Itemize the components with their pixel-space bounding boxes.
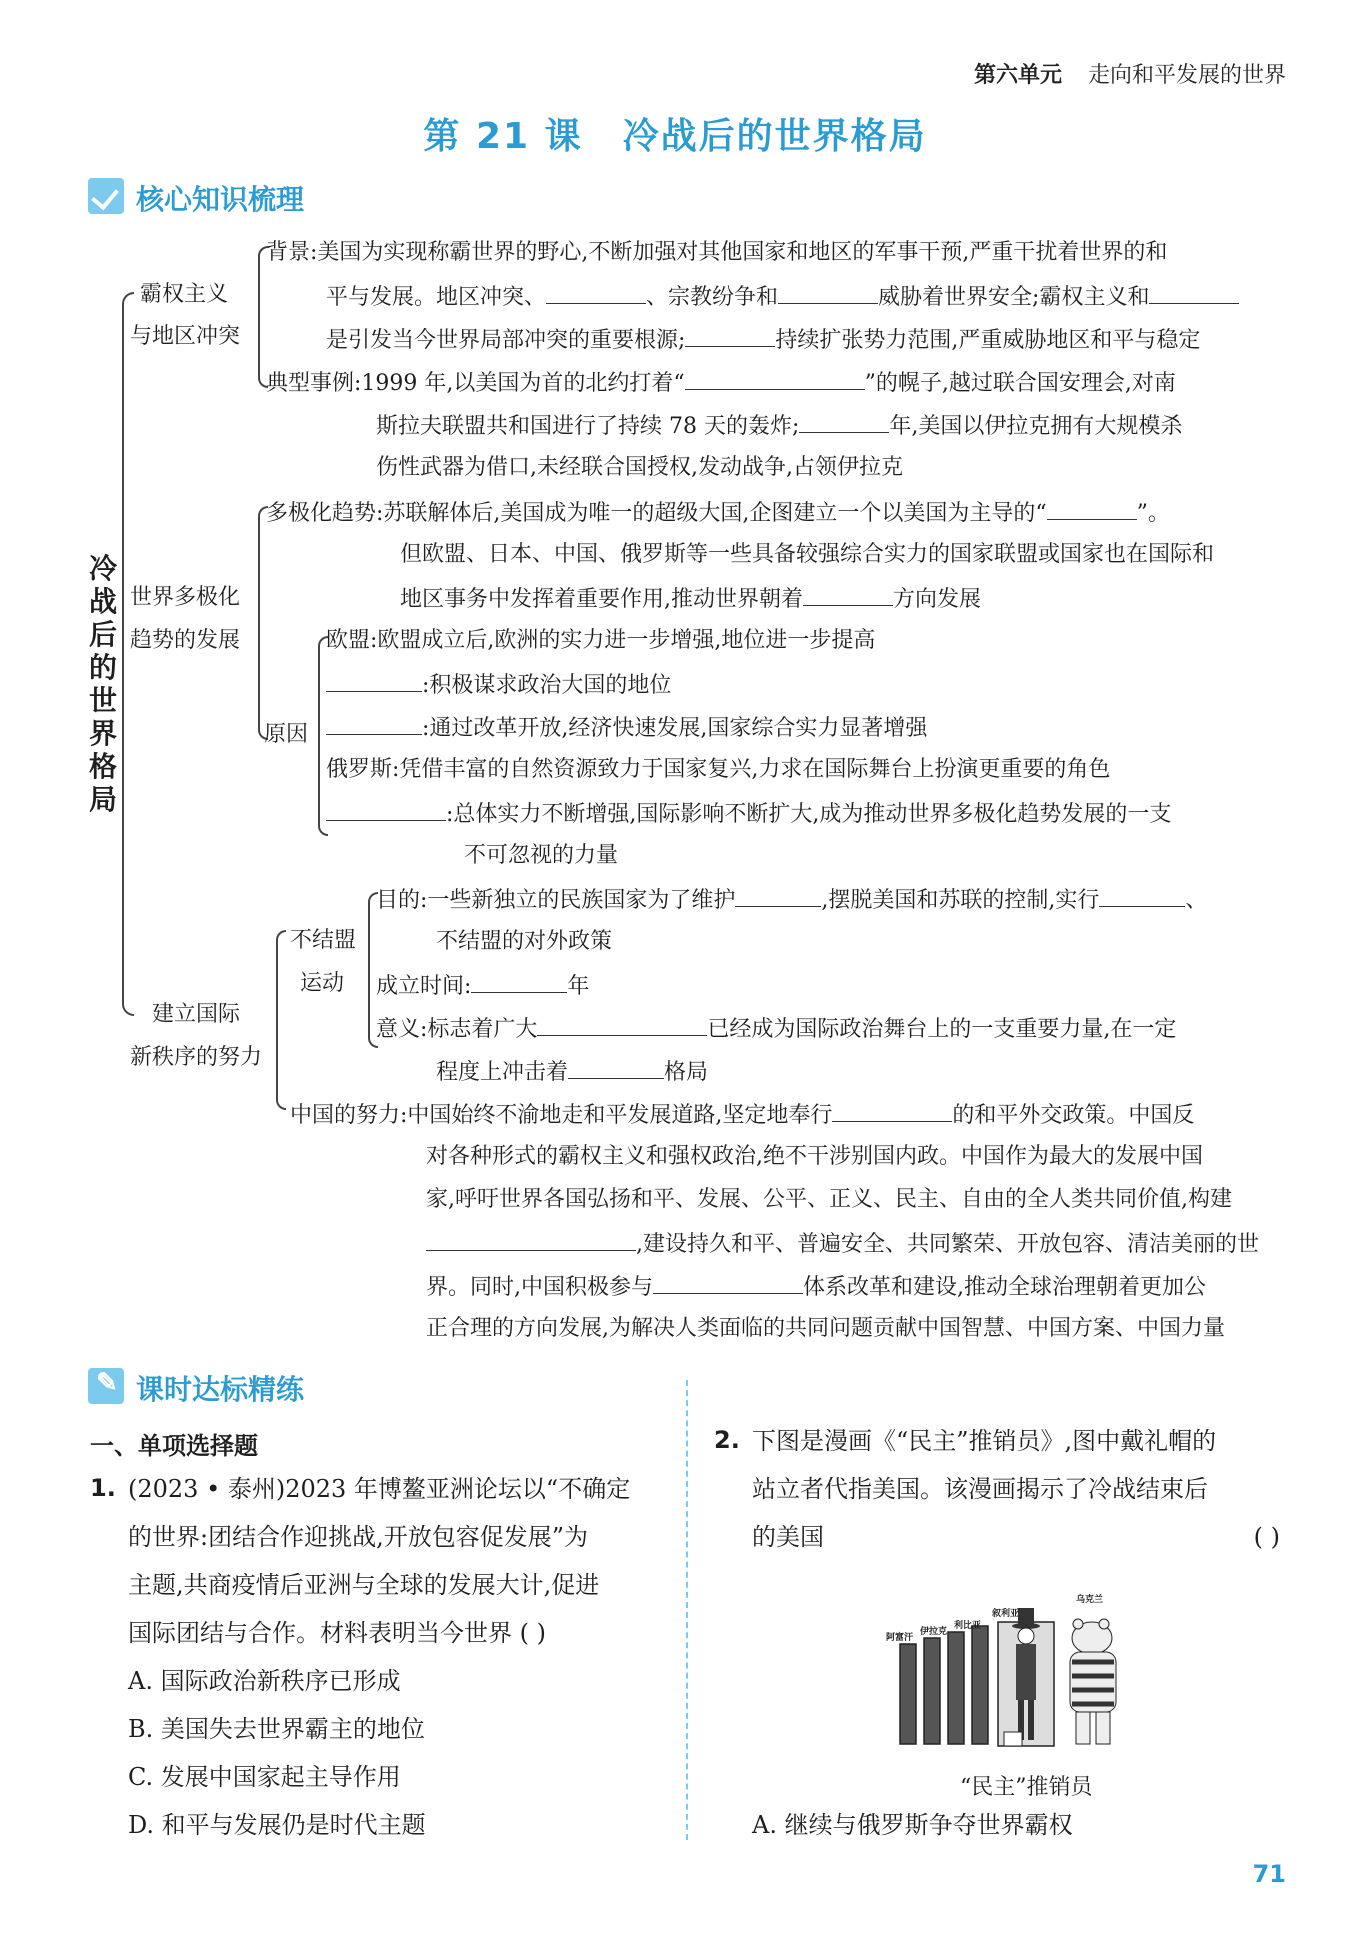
running-header (974, 58, 1286, 89)
b1-bg-line2: 平与发展。地区冲突、 、宗教纷争和 威胁着世界安全;霸权主义和 (326, 281, 1239, 313)
q1-line-4: 国际团结与合作。材料表明当今世界 ( ) (128, 1619, 546, 1647)
lesson-title (0, 108, 1350, 159)
label-iraq: 伊拉克 (920, 1627, 948, 1637)
b1-ev-line3: 伤性武器为借口,未经联合国授权,发动战争,占领伊拉克 (376, 455, 903, 480)
nam-purpose-2: 不结盟的对外政策 (436, 929, 613, 954)
q1-option-c[interactable]: C. 发展中国家起主导作用 (128, 1763, 401, 1791)
reason-blank-1: :积极谋求政治大国的地位 (326, 669, 671, 701)
nam-purpose-1: 目的:一些新独立的民族国家为了维护 ,摆脱美国和苏联的控制,实行 、 (376, 884, 1207, 916)
cartoon-image (880, 1582, 1150, 1762)
b1-ev-line2: 斯拉夫联盟共和国进行了持续 78 天的轰炸; 年,美国以伊拉克拥有大规模杀 (376, 410, 1182, 442)
china-line-5: 界。同时,中国积极参与 体系改革和建设,推动全球治理朝着更加公 (426, 1271, 1206, 1303)
q2-line-2: 站立者代指美国。该漫画揭示了冷战结束后 (752, 1475, 1208, 1503)
b1-bg-line3: 是引发当今世界局部冲突的重要根源; 持续扩张势力范围,严重威胁地区和平与稳定 (326, 324, 1200, 356)
q1-option-a[interactable]: A. 国际政治新秩序已形成 (128, 1667, 401, 1695)
nam-significance-2: 程度上冲击着 格局 (436, 1056, 708, 1088)
page-number: 71 (1252, 1860, 1286, 1888)
label-ukraine: 乌克兰 (1076, 1595, 1104, 1605)
exercise-heading: 一、单项选择题 (90, 1432, 258, 1460)
q1-option-b[interactable]: B. 美国失去世界霸主的地位 (128, 1715, 425, 1743)
b2-brace (258, 506, 268, 740)
nam-label-1: 不结盟 (290, 928, 357, 953)
cartoon-caption: “民主”推销员 (960, 1775, 1093, 1800)
reason-eu: 欧盟:欧盟成立后,欧洲的实力进一步增强,地位进一步提高 (326, 628, 876, 653)
reason-line-6: 不可忽视的力量 (464, 843, 619, 868)
china-line-6: 正合理的方向发展,为解决人类面临的共同问题贡献中国智慧、中国方案、中国力量 (426, 1316, 1225, 1341)
b2-trend-line1: 多极化趋势:苏联解体后,美国成为唯一的超级大国,企图建立一个以美国为主导的“ ”。 (266, 497, 1170, 529)
china-line-1: 中国的努力:中国始终不渝地走和平发展道路,坚定地奉行 的和平外交政策。中国反 (290, 1099, 1194, 1131)
lesson-number: 第 21 课 (423, 116, 583, 157)
q2-answer-paren[interactable]: ( ) (1253, 1523, 1280, 1551)
q1-line-2: 的世界:团结合作迎挑战,开放包容促发展”为 (128, 1523, 588, 1551)
lesson-name: 冷战后的世界格局 (622, 116, 927, 157)
b2-label-1: 世界多极化 (130, 585, 241, 610)
b2-trend-line3: 地区事务中发挥着重要作用,推动世界朝着 方向发展 (400, 583, 981, 615)
b2-trend-line2: 但欧盟、日本、中国、俄罗斯等一些具备较强综合实力的国家联盟或国家也在国际和 (400, 542, 1215, 567)
section-knowledge: 核心知识梳理 (136, 183, 305, 216)
label-afghanistan: 阿富汗 (886, 1633, 914, 1643)
q1-option-d[interactable]: D. 和平与发展仍是时代主题 (128, 1811, 426, 1839)
reason-blank-3: :总体实力不断增强,国际影响不断扩大,成为推动世界多极化趋势发展的一支 (326, 798, 1171, 830)
q2-number: 2. (714, 1426, 740, 1454)
china-line-3: 家,呼吁世界各国弘扬和平、发展、公平、正义、民主、自由的全人类共同价值,构建 (426, 1187, 1232, 1212)
nam-time: 成立时间: 年 (376, 970, 589, 1002)
q1-line-3: 主题,共商疫情后亚洲与全球的发展大计,促进 (128, 1571, 600, 1599)
column-divider (686, 1380, 688, 1840)
nam-label-2: 运动 (300, 971, 345, 996)
b2-reason-label: 原因 (264, 722, 309, 747)
unit-label: 第六单元 (973, 63, 1062, 88)
checkbox-icon (88, 178, 124, 214)
unit-title: 走向和平发展的世界 (1087, 63, 1286, 88)
q2-line-3: 的美国 (752, 1523, 824, 1551)
pencil-icon (88, 1368, 124, 1404)
b1-ev-line1: 典型事例:1999 年,以美国为首的北约打着“ ”的幌子,越过联合国安理会,对南 (266, 367, 1176, 399)
reason-russia: 俄罗斯:凭借丰富的自然资源致力于国家复兴,力求在国际舞台上扮演更重要的角色 (326, 757, 1111, 782)
nam-significance-1: 意义:标志着广大 已经成为国际政治舞台上的一支重要力量,在一定 (376, 1013, 1176, 1045)
q2-line-1: 下图是漫画《“民主”推销员》,图中戴礼帽的 (752, 1427, 1217, 1455)
q1-number: 1. (90, 1474, 116, 1502)
b1-label-2: 与地区冲突 (130, 324, 241, 349)
label-syria: 叙利亚 (992, 1609, 1020, 1619)
b3-brace (276, 930, 286, 1110)
b2-label-2: 趋势的发展 (130, 628, 241, 653)
q1-line-1: (2023 • 泰州)2023 年博鳌亚洲论坛以“不确定 (128, 1475, 631, 1503)
china-line-2: 对各种形式的霸权主义和强权政治,绝不干涉别国内政。中国作为最大的发展中国 (426, 1144, 1203, 1169)
section-practice: 课时达标精练 (136, 1373, 305, 1406)
b3-label-2: 新秩序的努力 (130, 1045, 263, 1070)
b1-label-1: 霸权主义 (140, 282, 229, 307)
b3-label-1: 建立国际 (152, 1002, 241, 1027)
b1-bg-line1: 背景:美国为实现称霸世界的野心,不断加强对其他国家和地区的军事干预,严重干扰着世界的和 (266, 240, 1168, 265)
china-line-4: ,建设持久和平、普遍安全、共同繁荣、开放包容、清洁美丽的世 (426, 1228, 1259, 1260)
label-libya: 利比亚 (954, 1621, 982, 1631)
reason-blank-2: :通过改革开放,经济快速发展,国家综合实力显著增强 (326, 712, 927, 744)
q2-option-a[interactable]: A. 继续与俄罗斯争夺世界霸权 (752, 1811, 1073, 1839)
mindmap-root: 冷战后的世界格局 (88, 552, 117, 816)
bear-figure (1070, 1619, 1116, 1744)
